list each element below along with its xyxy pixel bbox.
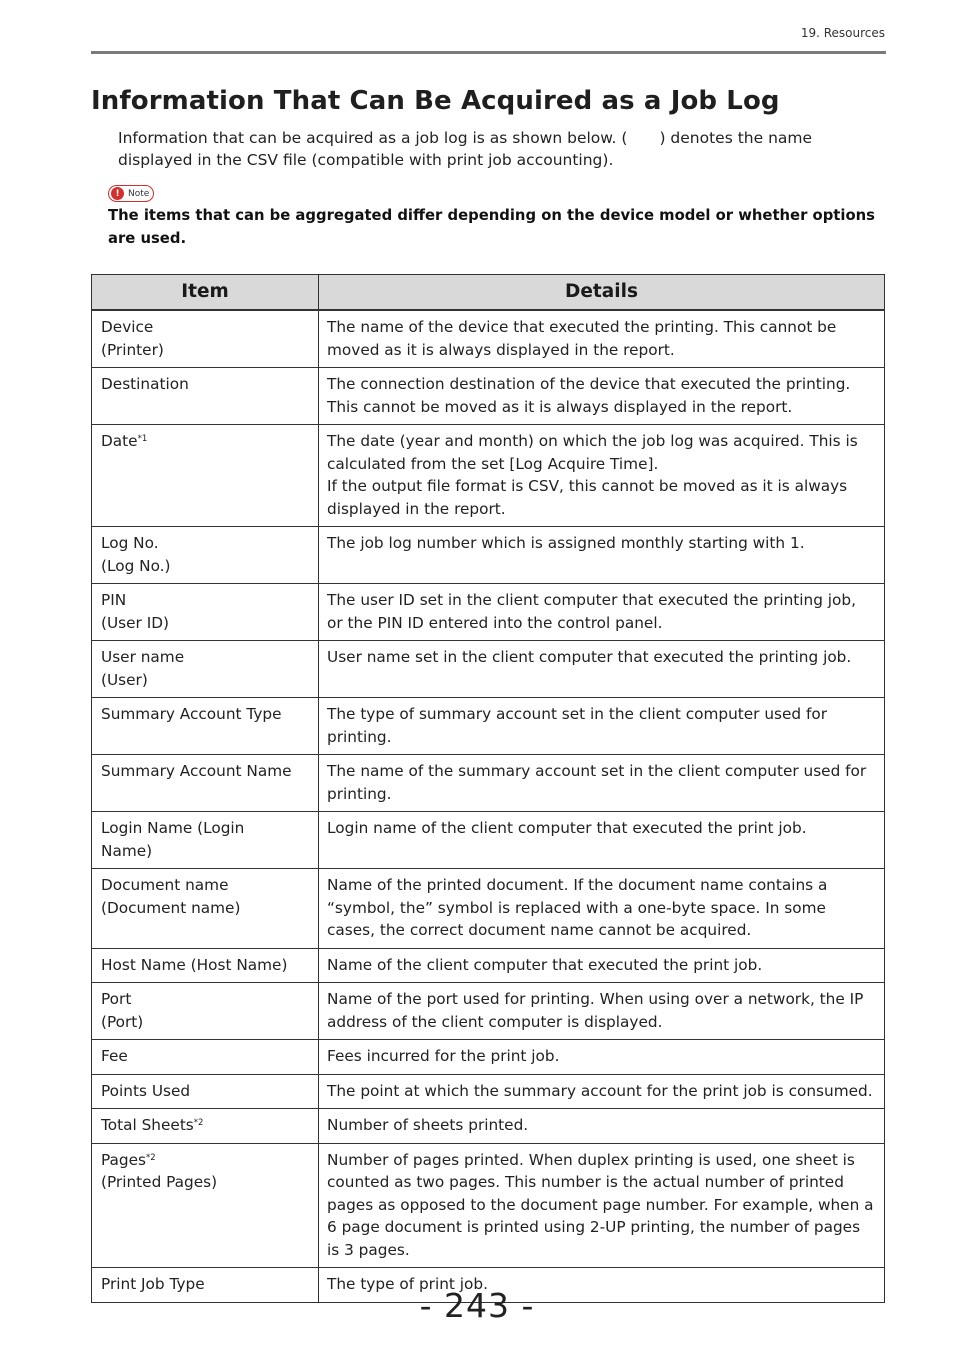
- item-cell: [92, 812, 319, 869]
- item-cell: [92, 948, 319, 983]
- details-cell: Name of the port used for printing. When using over a network, the IP address of the client computer is displayed.: [319, 983, 885, 1040]
- item-label: Host Name (Host Name): [101, 955, 288, 974]
- table-row: [92, 310, 885, 368]
- table-row: [92, 983, 885, 1040]
- table-row: [92, 1109, 885, 1144]
- footnote-marker: *1: [137, 434, 148, 444]
- intro-paragraph: [118, 127, 858, 171]
- details-cell: User name set in the client computer that executed the printing job.: [319, 641, 885, 698]
- item-cell: [92, 1143, 319, 1268]
- item-label: User name (User): [101, 648, 185, 689]
- item-label: Document name (Document name): [101, 876, 241, 917]
- intro-text-end: ) denotes the name displayed in the CSV file (compatible with print job accounting).: [118, 129, 813, 169]
- item-cell: [92, 1074, 319, 1109]
- details-cell: Login name of the client computer that executed the print job.: [319, 812, 885, 869]
- exclamation-icon: !: [111, 187, 124, 200]
- intro-text-start: Information that can be acquired as a job log is as shown below. (: [118, 129, 628, 147]
- column-header-item: Item: [92, 275, 319, 311]
- item-label: Device (Printer): [101, 318, 164, 359]
- item-cell: [92, 425, 319, 527]
- table-row: [92, 698, 885, 755]
- item-label: Print Job Type: [101, 1275, 205, 1293]
- item-label: Points Used: [101, 1081, 191, 1100]
- page-number: - 243 -: [419, 1286, 535, 1325]
- table-row: [92, 1040, 885, 1075]
- item-csv-name: (Printed Pages): [101, 1173, 218, 1191]
- item-label: Port (Port): [101, 990, 144, 1031]
- page-title: Information That Can Be Acquired as a Job Log: [91, 86, 780, 116]
- details-cell: The date (year and month) on which the job log was acquired. This is calculated from the set [Log Acquire Time]. If the output file format is CSV, this cannot be moved as it is always displayed in the report.: [319, 425, 885, 527]
- item-cell: [92, 584, 319, 641]
- item-label: Summary Account Name: [101, 762, 292, 780]
- item-cell: [92, 310, 319, 368]
- note-badge-label: Note: [128, 188, 150, 199]
- item-label: Login Name (Login Name): [101, 819, 245, 860]
- table-row: [92, 584, 885, 641]
- details-cell: The job log number which is assigned monthly starting with 1.: [319, 527, 885, 584]
- item-label: Fee: [101, 1047, 128, 1065]
- item-label: Pages: [101, 1150, 147, 1169]
- details-cell: The user ID set in the client computer that executed the printing job, or the PIN ID entered into the control panel.: [319, 584, 885, 641]
- details-cell: The connection destination of the device that executed the printing. This cannot be moved as it is always displayed in the report.: [319, 368, 885, 425]
- column-header-details: Details: [319, 275, 885, 311]
- item-cell: [92, 869, 319, 949]
- table-row: [92, 1074, 885, 1109]
- table-row: [92, 1143, 885, 1268]
- item-cell: [92, 641, 319, 698]
- item-label: Total Sheets: [101, 1116, 194, 1134]
- item-cell: [92, 983, 319, 1040]
- details-cell: The type of summary account set in the client computer used for printing.: [319, 698, 885, 755]
- header-divider: [91, 51, 886, 54]
- table-row: [92, 425, 885, 527]
- footnote-marker: *2: [146, 1152, 156, 1163]
- item-cell: [92, 755, 319, 812]
- table-row: [92, 527, 885, 584]
- item-label: Date: [101, 432, 138, 450]
- item-cell: [92, 368, 319, 425]
- table-body: [92, 310, 885, 1302]
- details-cell: Name of the printed document. If the document name contains a “symbol, the” symbol is replaced with a one-byte space. In some cases, the correct document name cannot be acquired.: [319, 869, 885, 949]
- table-row: [92, 755, 885, 812]
- item-label: Summary Account Type: [101, 705, 282, 723]
- item-label: Destination: [101, 375, 189, 393]
- table-row: [92, 812, 885, 869]
- item-cell: [92, 698, 319, 755]
- details-cell: Number of pages printed. When duplex printing is used, one sheet is counted as two pages. This number is the actual number of printed pages as opposed to the document page number. For example, when a 6 page document is printed using 2-UP printing, the number of pages is 3 pages.: [319, 1143, 885, 1268]
- details-cell: Number of sheets printed.: [319, 1109, 885, 1144]
- details-cell: Name of the client computer that executed the print job.: [319, 948, 885, 983]
- details-cell: Fees incurred for the print job.: [319, 1040, 885, 1075]
- details-cell: The name of the device that executed the printing. This cannot be moved as it is always displayed in the report.: [319, 310, 885, 368]
- item-cell: [92, 1109, 319, 1144]
- table-row: [92, 368, 885, 425]
- job-log-table: [91, 274, 885, 1303]
- table-header-row: [92, 275, 885, 311]
- item-cell: [92, 1040, 319, 1075]
- note-text: The items that can be aggregated differ depending on the device model or whether options are used.: [108, 207, 875, 247]
- details-cell: The type of print job.: [319, 1268, 885, 1303]
- footnote-marker: *2: [193, 1118, 204, 1128]
- chapter-header: 19. Resources: [800, 26, 885, 40]
- details-cell: The name of the summary account set in the client computer used for printing.: [319, 755, 885, 812]
- item-label: Log No. (Log No.): [101, 534, 171, 575]
- table-row: [92, 869, 885, 949]
- table-row: [92, 948, 885, 983]
- table-row: [92, 641, 885, 698]
- details-cell: The point at which the summary account for the print job is consumed.: [319, 1074, 885, 1109]
- item-cell: [92, 527, 319, 584]
- item-label: PIN (User ID): [101, 591, 169, 632]
- note-badge: [108, 185, 154, 202]
